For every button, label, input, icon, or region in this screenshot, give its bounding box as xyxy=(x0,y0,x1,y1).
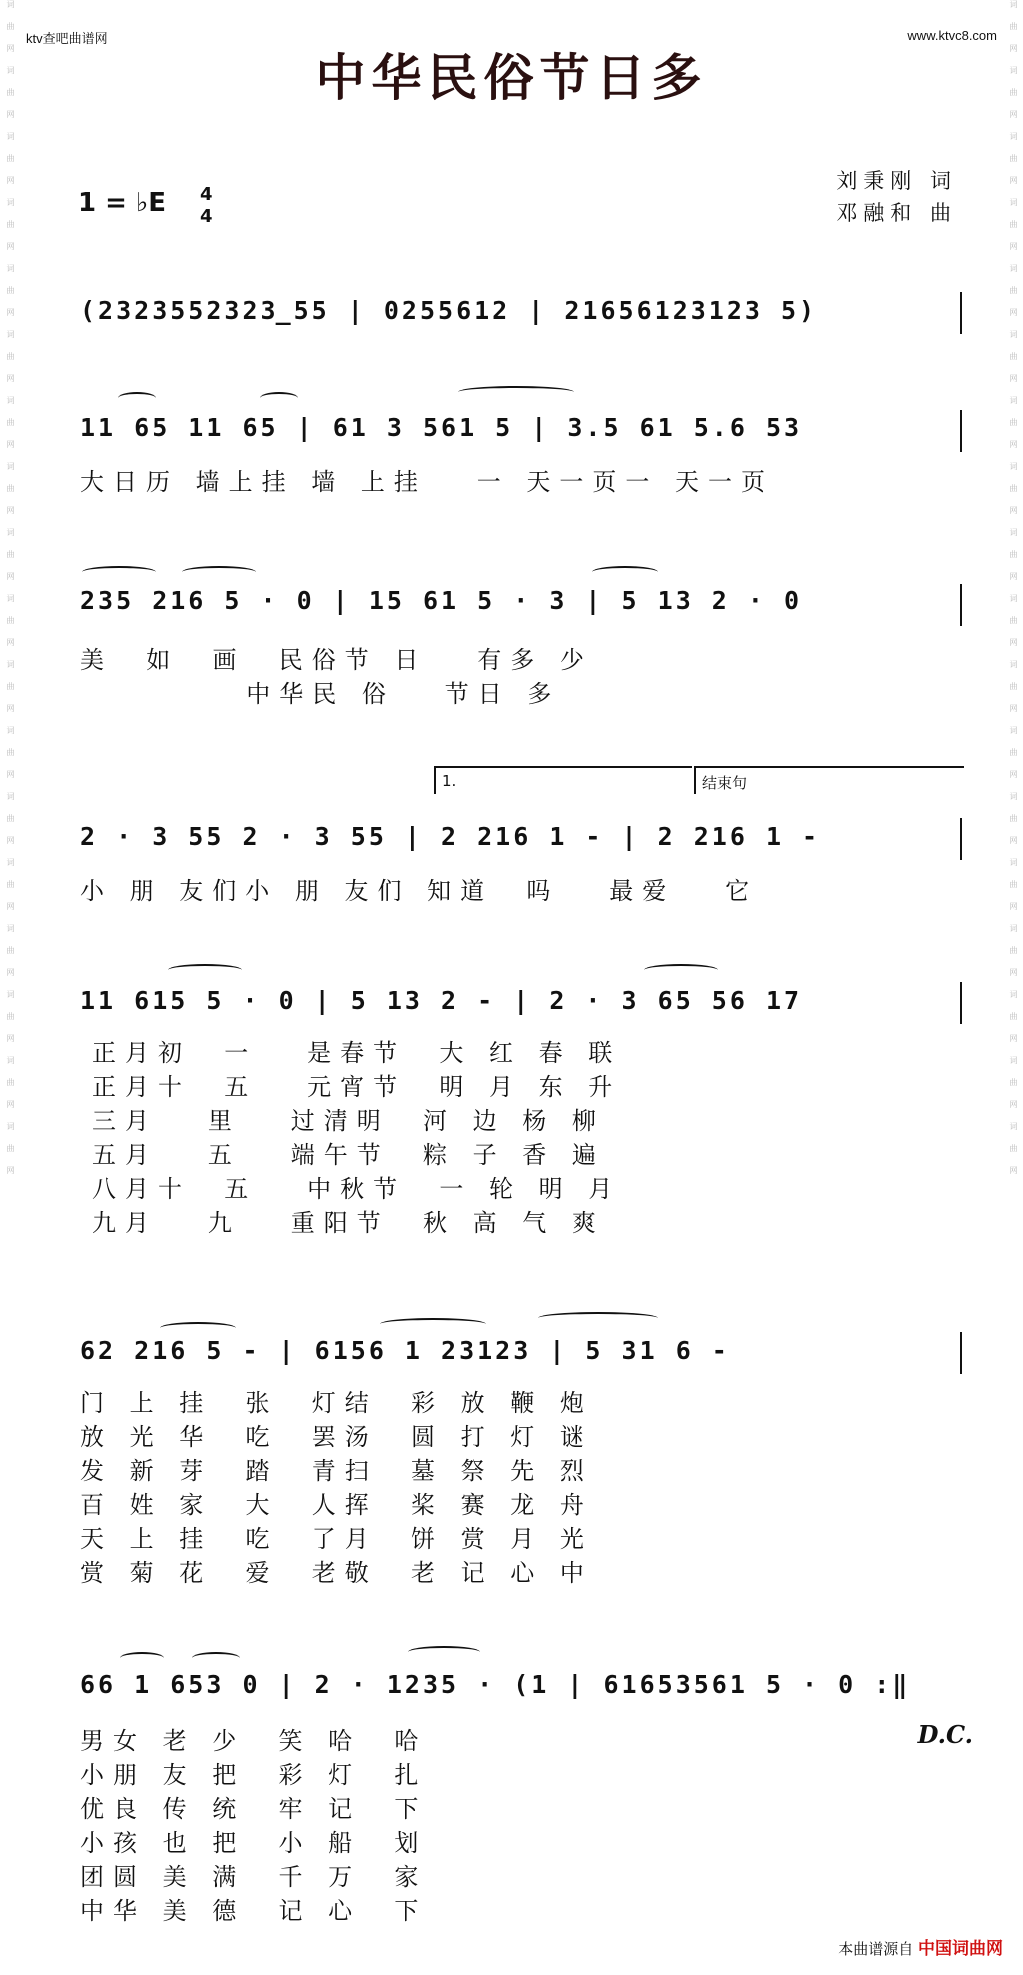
barline xyxy=(960,818,962,860)
lyric-line: 发 新 芽 踏 青扫 墓 祭 先 烈 xyxy=(80,1457,593,1485)
lyric-line: 小朋 友 把 彩 灯 扎 xyxy=(80,1761,428,1789)
slur xyxy=(168,964,242,976)
lyrics-row-5 xyxy=(80,1386,593,1590)
lyric-line: 中华 美 德 记 心 下 xyxy=(80,1897,428,1925)
slur xyxy=(592,566,658,578)
score-row-4: 11 615 5 · 0 | 5 13 2 - | 2 · 3 65 56 17 xyxy=(80,986,803,1015)
lyric-line: 赏 菊 花 爱 老敬 老 记 心 中 xyxy=(80,1559,593,1587)
lyric-line: 男女 老 少 笑 哈 哈 xyxy=(80,1727,428,1755)
page-title: 中华民俗节日多 xyxy=(315,49,708,107)
time-top: 4 xyxy=(200,184,213,205)
barline xyxy=(960,292,962,334)
volta-first-ending: 1. xyxy=(434,766,692,794)
lyric-line: 天 上 挂 吃 了月 饼 赏 月 光 xyxy=(80,1525,593,1553)
barline xyxy=(960,982,962,1024)
credits xyxy=(836,165,957,229)
site-name-left: ktv查吧曲谱网 xyxy=(26,31,108,46)
score-row-6: 66 1 653 0 | 2 · 1235 · (1 | 61653561 5 · 0 :‖ xyxy=(80,1670,911,1699)
lyric-line: 八月十 五 中秋节 一 轮 明 月 xyxy=(92,1175,622,1203)
lyrics-row-6 xyxy=(80,1724,427,1928)
composer: 邓融和 曲 xyxy=(836,201,957,225)
time-signature xyxy=(200,184,213,228)
slur xyxy=(160,1322,236,1334)
key-signature: 1 = ♭E xyxy=(78,188,167,218)
lyric-line: 门 上 挂 张 灯结 彩 放 鞭 炮 xyxy=(80,1389,593,1417)
slur xyxy=(260,392,298,404)
slur xyxy=(538,1312,658,1324)
slur xyxy=(118,392,156,404)
side-watermark-left: 词曲网词曲网词曲网词曲网词曲网词曲网词曲网词曲网词曲网词曲网词曲网词曲网词曲网词曲网词曲网词曲网词曲网词曲网 xyxy=(6,0,15,1188)
lyric-line: 团圆 美 满 千 万 家 xyxy=(80,1863,428,1891)
footer-prefix: 本曲谱源自 xyxy=(838,1940,914,1958)
lyrics-row-2 xyxy=(80,643,593,711)
lyric-line: 优良 传 统 牢 记 下 xyxy=(80,1795,428,1823)
time-bottom: 4 xyxy=(200,206,213,227)
lyric-line: 正月初 一 是春节 大 红 春 联 xyxy=(92,1039,622,1067)
slur xyxy=(644,964,718,976)
score-row-3: 2 · 3 55 2 · 3 55 | 2 216 1 - | 2 216 1 - xyxy=(80,822,821,851)
volta-ending-phrase: 结束句 xyxy=(694,766,964,794)
lyric-line: 美 如 画 民俗节 日 有多 少 xyxy=(80,646,593,674)
score-row-5: 62 216 5 - | 6156 1 23123 | 5 31 6 - xyxy=(80,1336,730,1365)
lyric-line: 九月 九 重阳节 秋 高 气 爽 xyxy=(92,1209,605,1237)
footer-source-link[interactable]: 中国词曲网 xyxy=(918,1939,1003,1959)
slur xyxy=(182,566,256,578)
barline xyxy=(960,410,962,452)
lyricist: 刘秉刚 词 xyxy=(836,169,957,193)
score-row-1: 11 65 11 65 | 61 3 561 5 | 3.5 61 5.6 53 xyxy=(80,413,803,442)
lyric-line: 小孩 也 把 小 船 划 xyxy=(80,1829,428,1857)
score-row-intro: (2323552323̲55 | 0255612 | 21656123123 5) xyxy=(80,296,818,325)
slur xyxy=(82,566,156,578)
lyric-line: 大日历 墙上挂 墙 上挂 一 天一页一 天一页 xyxy=(80,468,775,496)
lyric-line: 正月十 五 元宵节 明 月 东 升 xyxy=(92,1073,622,1101)
side-watermark-right: 词曲网词曲网词曲网词曲网词曲网词曲网词曲网词曲网词曲网词曲网词曲网词曲网词曲网词曲网词曲网词曲网词曲网词曲网 xyxy=(1009,0,1018,1188)
slur xyxy=(192,1652,240,1664)
slur xyxy=(120,1652,164,1664)
footer-source xyxy=(838,1934,1003,1959)
slur xyxy=(458,386,574,398)
barline xyxy=(960,584,962,626)
lyric-line: 放 光 华 吃 罢汤 圆 打 灯 谜 xyxy=(80,1423,593,1451)
lyric-line: 百 姓 家 大 人挥 桨 赛 龙 舟 xyxy=(80,1491,593,1519)
lyrics-row-4 xyxy=(92,1036,621,1240)
lyric-line: 中华民 俗 节日 多 xyxy=(80,680,561,708)
lyric-line: 三月 里 过清明 河 边 杨 柳 xyxy=(92,1107,605,1135)
lyric-line: 小 朋 友们小 朋 友们 知道 吗 最爱 它 xyxy=(80,877,759,905)
lyrics-row-1 xyxy=(80,465,774,499)
lyric-line: 五月 五 端午节 粽 子 香 遍 xyxy=(92,1141,605,1169)
score-row-2: 235 216 5 · 0 | 15 61 5 · 3 | 5 13 2 · 0 xyxy=(80,586,803,615)
da-capo-mark: D.C. xyxy=(917,1720,973,1749)
slur xyxy=(408,1646,480,1658)
slur xyxy=(380,1318,486,1330)
lyrics-row-3 xyxy=(80,874,758,908)
site-url-right: www.ktvc8.com xyxy=(907,28,997,43)
barline xyxy=(960,1332,962,1374)
